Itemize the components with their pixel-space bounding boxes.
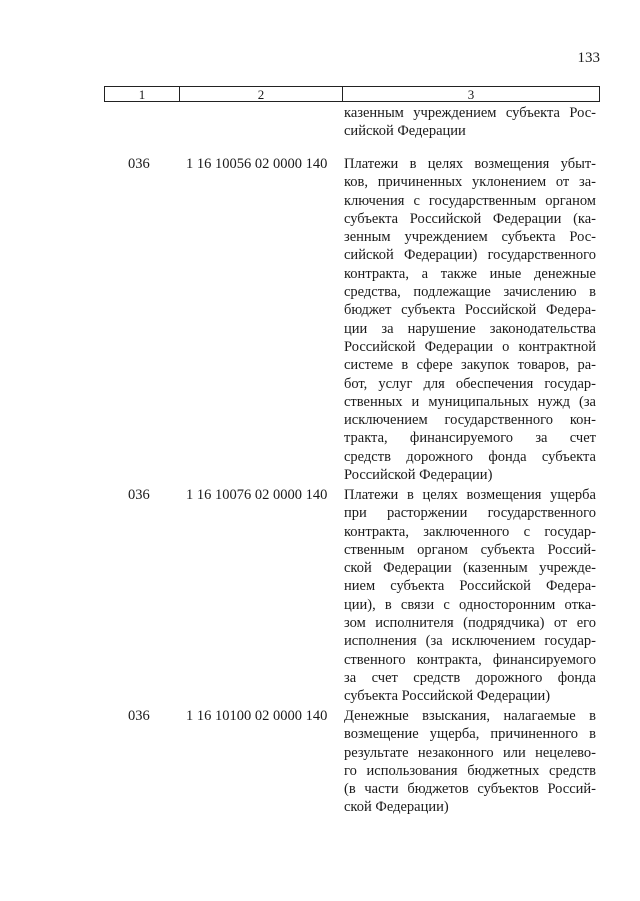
description-line: бот, услуг для обеспечения государ- (344, 375, 596, 392)
description-line: средства, подлежащие зачислению в (344, 284, 596, 301)
description-line: исключением государственного кон- (344, 412, 596, 429)
continuation-description (344, 104, 596, 141)
description-line: ков, причиненных уклонением от за- (344, 174, 596, 191)
description-line: ключения с государственным органом (344, 192, 596, 209)
budget-classification-code: 1 16 10056 02 0000 140 (186, 156, 328, 172)
admin-code: 036 (128, 708, 150, 724)
description-line: системе в сфере закупок товаров, ра- (344, 357, 596, 374)
description-line: зом исполнителя (подрядчика) от его (344, 615, 596, 632)
budget-classification-code: 1 16 10100 02 0000 140 (186, 708, 328, 724)
column-header-2: 2 (180, 87, 343, 101)
admin-code: 036 (128, 156, 150, 172)
description-line: возмещение ущерба, причиненного в (344, 726, 596, 743)
description-line: ственного контракта, финансируемого (344, 651, 596, 668)
column-header-3: 3 (467, 87, 475, 102)
description-line: Российской Федерации) (344, 467, 493, 484)
description-line: контракта, заключенного с государ- (344, 523, 596, 540)
description-line: ции), в связи с односторонним отка- (344, 596, 596, 613)
description-line: ции за нарушение законодательства (344, 320, 596, 337)
description-line: зенным учреждением субъекта Рос- (344, 229, 596, 246)
description-line: ственных и муниципальных нужд (за (344, 393, 596, 410)
description-line: ственным органом субъекта Россий- (344, 541, 596, 558)
description-line: (в части бюджетов субъектов Россий- (344, 781, 596, 798)
description-line: средств дорожного фонда субъекта (344, 448, 596, 465)
admin-code: 036 (128, 487, 150, 503)
description-line: субъекта Российской Федерации (ка- (344, 210, 596, 227)
description-line: тракта, финансируемого за счет (344, 430, 596, 447)
description-line: результате незаконного или нецелево- (344, 744, 596, 761)
page-number: 133 (577, 50, 600, 66)
description-line: Денежные взыскания, налагаемые в (344, 708, 596, 724)
description-line: го использования бюджетных средств (344, 762, 596, 779)
description-line: ской Федерации (казенным учрежде- (344, 560, 596, 577)
table-header (104, 86, 600, 102)
column-header-1: 1 (105, 87, 180, 101)
income-description (344, 707, 596, 817)
description-line: казенным учреждением субъекта Рос- (344, 105, 596, 121)
description-line: бюджет субъекта Российской Федера- (344, 302, 596, 319)
description-line: Российской Федерации о контрактной (344, 338, 596, 355)
income-description (344, 486, 596, 706)
description-line: Платежи в целях возмещения убыт- (344, 156, 596, 172)
description-line: Платежи в целях возмещения ущерба (344, 487, 596, 503)
description-line: ской Федерации) (344, 799, 449, 816)
description-line: сийской Федерации (344, 123, 466, 140)
description-line: при расторжении государственного (344, 505, 596, 522)
description-line: исполнения (за исключением государ- (344, 633, 596, 650)
income-description (344, 155, 596, 484)
description-line: нием субъекта Российской Федера- (344, 578, 596, 595)
description-line: контракта, а также иные денежные (344, 265, 596, 282)
description-line: за счет средств дорожного фонда (344, 669, 596, 686)
description-line: сийской Федерации) государственного (344, 247, 596, 264)
budget-classification-code: 1 16 10076 02 0000 140 (186, 487, 328, 503)
description-line: субъекта Российской Федерации) (344, 688, 551, 705)
